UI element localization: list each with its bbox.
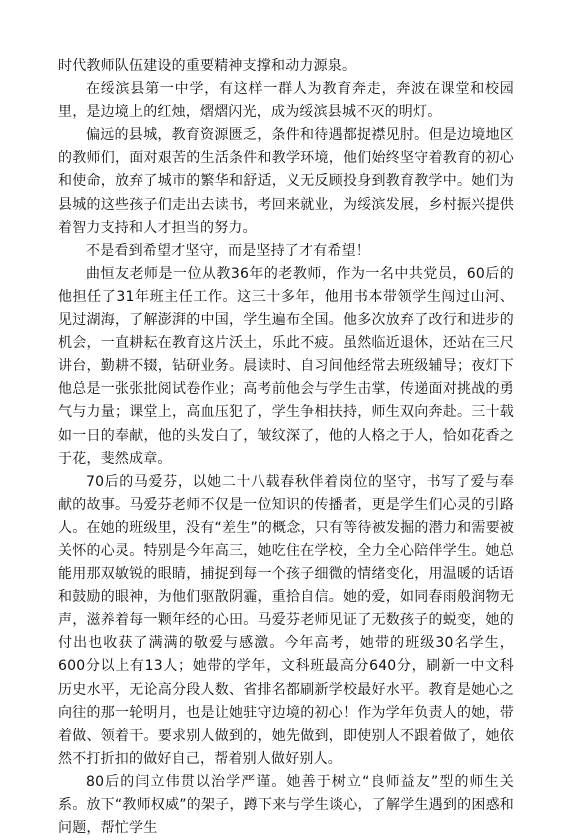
paragraph-teacher-ma: 70后的马爱芬，以她二十八载春秋伴着岗位的坚守，书写了爱与奉献的故事。马爱芬老师不仅是一位知识的传播者，更是学生们心灵的引路人。在她的班级里，没有“差生”的概念，只有等待被发掘的潜力和需要被关怀的心灵。特别是今年高三，她吃住在学校，全力全心陪伴学生。她总能用那双敏锐的眼睛，捕捉到每一个孩子细微的情绪变化，用温暖的话语和鼓励的眼神，为他们驱散阴霾，重拾自信。她的爱，如同春雨般润物无声，滋养着每一颗年经的心田。马爱芬老师见证了无数孩子的蜕变，她的付出也收获了满满的敬爱与感激。今年高考，她带的班级30名学生，600分以上有13人；她带的学年，文科班最高分640分，刷新一中文科历史水平，无论高分段人数、省排名都刷新学校最好水平。教育是她心之向往的那一轮明月，也是让她驻守边境的初心！作为学年负责人的她，带着做、领着干。要求别人做到的，她先做到，即使别人不跟着做了，她依然不打折扣的做好自己，帮着别人做好别人。 (58, 473, 514, 767)
paragraph-teacher-qu: 曲恒友老师是一位从教36年的老教师，作为一名中共党员，60后的他担任了31年班主任工作。这三十多年，他用书本带领学生闯过山河、见过湖海，了解澎湃的中国，学生遍布全国。他多次放弃了改行和进步的机会，一直耕耘在教育这片沃土，乐此不疲。虽然临近退休，还站在三尺讲台，勤耕不辍，钻研业务。晨读时、自习间他经常去班级辅导；夜灯下他总是一张张批阅试卷作业；高考前他会与学生击掌，传递面对挑战的勇气与力量；课堂上，高血压犯了，学生争相扶持，师生双向奔赴。三十载如一日的奉献，他的头发白了，皱纹深了，他的人格之于人，恰如花香之于花，斐然成章。 (58, 265, 514, 467)
paragraph-intro: 在绥滨县第一中学，有这样一群人为教育奔走，奔波在课堂和校园里，是边境上的红烛，熠熠闪光，成为绥滨县城不灭的明灯。 (58, 81, 514, 121)
article-body (58, 55, 514, 840)
paragraph-teacher-yan: 80后的闫立伟贯以治学严谨。她善于树立“良师益友”型的师生关系。放下“教师权威”的架子，蹲下来与学生谈心，了解学生遇到的困惑和问题，帮忙学生 (58, 773, 514, 837)
paragraph-motto: 不是看到希望才坚守，而是坚持了才有希望！ (86, 242, 370, 259)
paragraph-background: 偏远的县城，教育资源匮乏，条件和待遇都捉襟见肘。但是边境地区的教师们，面对艰苦的生活条件和教学环境，他们始终坚守着教育的初心和使命，放弃了城市的繁华和舒适，义无反顾投身到教育教学中。她们为县城的这些孩子们走出去读书，考回来就业，为绥滨发展，乡村振兴提供着智力支持和人才担当的努力。 (58, 127, 514, 236)
paragraph-continuation: 时代教师队伍建设的重要精神支撑和动力源泉。 (58, 58, 357, 74)
